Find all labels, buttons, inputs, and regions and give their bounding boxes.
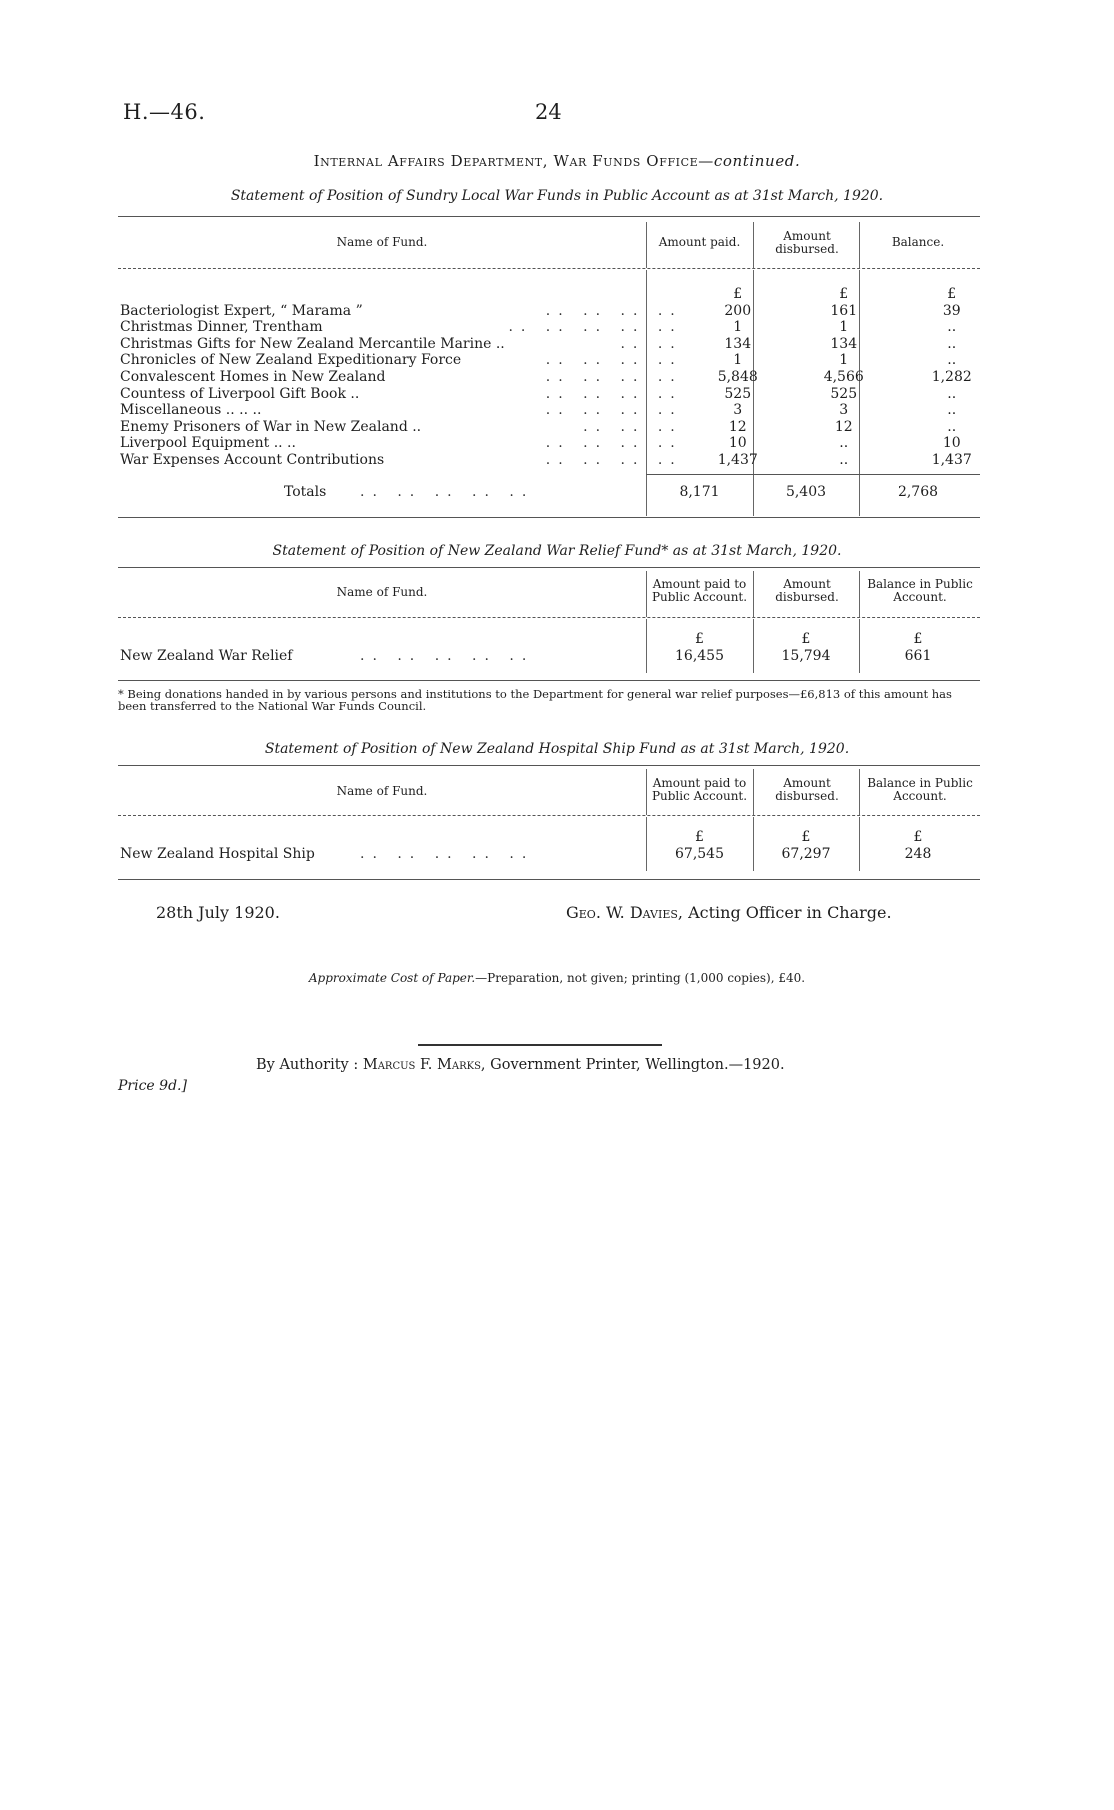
signature-date: 28th July 1920.: [156, 903, 280, 922]
fund-name: New Zealand Hospital Ship: [120, 846, 315, 862]
amount-paid: 1: [733, 352, 743, 369]
amount-paid: 5,848: [717, 368, 758, 385]
table-row: [120, 452, 1007, 469]
fund-name: Chronicles of New Zealand Expeditionary Force: [120, 352, 462, 369]
amount-paid: 200: [724, 302, 752, 319]
table2-top-rule: [118, 567, 980, 568]
balance: ..: [947, 418, 957, 435]
leader-dots: .. .. .. .. ..: [360, 846, 535, 862]
total-paid: 8,171: [679, 484, 720, 500]
leader-dots: .. .. .. ..: [545, 385, 683, 402]
amount-paid: 67,545: [675, 846, 724, 862]
leader-dots: .. .. .. ..: [545, 302, 683, 319]
fund-name: Liverpool Equipment .. ..: [120, 435, 296, 452]
table3-header-name: Name of Fund.: [336, 784, 428, 798]
balance: ..: [947, 385, 957, 402]
balance: 1,282: [931, 368, 972, 385]
table3-header-disbursed: Amount disbursed.: [775, 776, 839, 803]
amount-disbursed: 1: [839, 352, 849, 369]
table-row: [120, 419, 1007, 436]
amount-disbursed: 525: [830, 385, 858, 402]
leader-dots: .. .. .. .. ..: [360, 648, 535, 664]
table3-divider: [859, 769, 860, 815]
page-number: 24: [535, 100, 562, 124]
section-title: [0, 152, 1114, 170]
table1-header-name: Name of Fund.: [336, 235, 428, 249]
signature-block: [566, 903, 892, 922]
balance: 248: [904, 846, 932, 862]
leader-dots: .. .. .. .. ..: [508, 319, 683, 336]
balance: ..: [947, 402, 957, 419]
leader-dots: .. ..: [620, 335, 683, 352]
amount-disbursed: 134: [830, 335, 858, 352]
currency-symbol: £: [839, 286, 849, 302]
table-row: [120, 402, 1007, 419]
balance: 39: [942, 302, 961, 319]
signatory-role: Acting Officer in Charge.: [688, 903, 892, 922]
price: Price 9d.]: [118, 1078, 187, 1094]
amount-disbursed: 3: [839, 402, 849, 419]
table3-caption: Statement of Position of New Zealand Hospital Ship Fund as at 31st March, 1920.: [264, 741, 850, 757]
amount-paid: 134: [724, 335, 752, 352]
amount-paid: 525: [724, 385, 752, 402]
table-row: [120, 435, 1007, 452]
table3-divider: [753, 769, 754, 815]
leader-dots: .. .. .. ..: [545, 451, 683, 468]
amount-paid: 12: [728, 418, 747, 435]
leader-dots: .. .. .. ..: [545, 402, 683, 419]
table1-divider: [753, 222, 754, 268]
table1: [120, 286, 1007, 469]
balance: 10: [942, 435, 961, 452]
balance: ..: [947, 352, 957, 369]
amount-disbursed: 161: [830, 302, 858, 319]
balance: ..: [947, 319, 957, 336]
table-row: [120, 352, 1007, 369]
table-row: [120, 386, 1007, 403]
table2-divider: [859, 571, 860, 617]
leader-dots: .. .. .. .. ..: [360, 484, 535, 500]
currency-symbol: £: [695, 631, 704, 647]
table1-caption: Statement of Position of Sundry Local War Funds in Public Account as at 31st March, 1920.: [230, 188, 884, 204]
fund-name: Christmas Dinner, Trentham: [120, 319, 323, 336]
amount-disbursed: 4,566: [823, 368, 864, 385]
amount-disbursed: 15,794: [781, 648, 831, 664]
balance: 661: [904, 648, 932, 664]
currency-symbol: £: [913, 631, 923, 647]
amount-paid: 16,455: [675, 648, 724, 664]
currency-symbol: £: [801, 631, 811, 647]
authority-rule: [418, 1044, 662, 1046]
amount-disbursed: 1: [839, 319, 849, 336]
total-balance: 2,768: [897, 484, 939, 500]
table1-header-disbursed: Amount disbursed.: [775, 229, 839, 256]
totals-label: Totals: [284, 484, 327, 500]
table2-bottom-rule: [118, 680, 980, 681]
table2-header-disbursed: Amount disbursed.: [775, 577, 839, 604]
authority-text: Government Printer, Wellington.—1920.: [490, 1057, 785, 1073]
table3-header-paid: Amount paid to Public Account.: [651, 776, 748, 803]
section-title-text: Internal Affairs Department, War Funds Office—: [313, 152, 714, 170]
currency-symbol: £: [733, 286, 743, 302]
leader-dots: .. .. .. ..: [545, 352, 683, 369]
signatory-name: Geo. W. Davies,: [566, 903, 683, 922]
amount-disbursed: 67,297: [781, 846, 831, 862]
table3-top-rule: [118, 765, 980, 766]
table3-header-balance: Balance in Public Account.: [867, 776, 973, 803]
printer-name: Marcus F. Marks,: [362, 1057, 486, 1073]
table2-header-paid: Amount paid to Public Account.: [651, 577, 748, 604]
fund-name: Bacteriologist Expert, “ Marama ”: [120, 302, 363, 319]
fund-name: Countess of Liverpool Gift Book ..: [120, 385, 360, 402]
total-disbursed: 5,403: [785, 484, 827, 500]
amount-disbursed: ..: [839, 435, 849, 452]
table2-divider: [753, 571, 754, 617]
balance: 1,437: [931, 451, 972, 468]
leader-dots: .. .. .. ..: [545, 435, 683, 452]
currency-symbol: £: [947, 286, 957, 302]
fund-name: New Zealand War Relief: [120, 648, 293, 664]
fund-name: Miscellaneous .. .. ..: [120, 402, 262, 419]
table1-header-paid: Amount paid.: [658, 235, 741, 249]
table1-totals-rule: [646, 474, 980, 475]
table1-bottom-rule: [118, 517, 980, 518]
table3-bottom-rule: [118, 879, 980, 880]
table2-header-name: Name of Fund.: [336, 585, 428, 599]
fund-name: War Expenses Account Contributions: [120, 451, 385, 468]
table1-top-rule: [118, 216, 980, 217]
authority-prefix: By Authority :: [256, 1057, 359, 1073]
currency-symbol: £: [801, 829, 811, 845]
table-row: [120, 303, 1007, 320]
cost-label: Approximate Cost of Paper.: [308, 971, 476, 985]
table2-caption: Statement of Position of New Zealand War Relief Fund* as at 31st March, 1920.: [272, 543, 842, 559]
cost-text: —Preparation, not given; printing (1,000 copies), £40.: [475, 971, 806, 985]
table-row: [120, 319, 1007, 336]
fund-name: Convalescent Homes in New Zealand: [120, 368, 386, 385]
amount-disbursed: ..: [839, 451, 849, 468]
table1-currency-row: [120, 286, 1007, 303]
amount-paid: 10: [728, 435, 747, 452]
currency-symbol: £: [913, 829, 923, 845]
table-row: [120, 369, 1007, 386]
currency-symbol: £: [695, 829, 704, 845]
cost-line: [0, 971, 1114, 985]
table1-header-balance: Balance.: [891, 235, 945, 249]
footnote: * Being donations handed in by various persons and institutions to the Department for general war relief purposes—£6,813 of this amount has been transferred to the National War Funds Council.: [118, 687, 952, 713]
leader-dots: .. .. .. ..: [545, 368, 683, 385]
amount-paid: 1,437: [717, 451, 758, 468]
section-title-continued: continued.: [713, 152, 801, 170]
table3-header-rule: [118, 815, 980, 816]
fund-name: Enemy Prisoners of War in New Zealand ..: [120, 418, 422, 435]
table-row: [120, 336, 1007, 353]
balance: ..: [947, 335, 957, 352]
table2-header-balance: Balance in Public Account.: [867, 577, 973, 604]
amount-paid: 3: [733, 402, 743, 419]
authority-line: [256, 1057, 785, 1073]
amount-paid: 1: [733, 319, 743, 336]
fund-name: Christmas Gifts for New Zealand Mercantile Marine ..: [120, 335, 505, 352]
table2-header-rule: [118, 617, 980, 618]
table1-header-rule: [118, 268, 980, 269]
document-code: H.—46.: [123, 100, 206, 124]
leader-dots: .. .. ..: [583, 418, 683, 435]
amount-disbursed: 12: [834, 418, 853, 435]
